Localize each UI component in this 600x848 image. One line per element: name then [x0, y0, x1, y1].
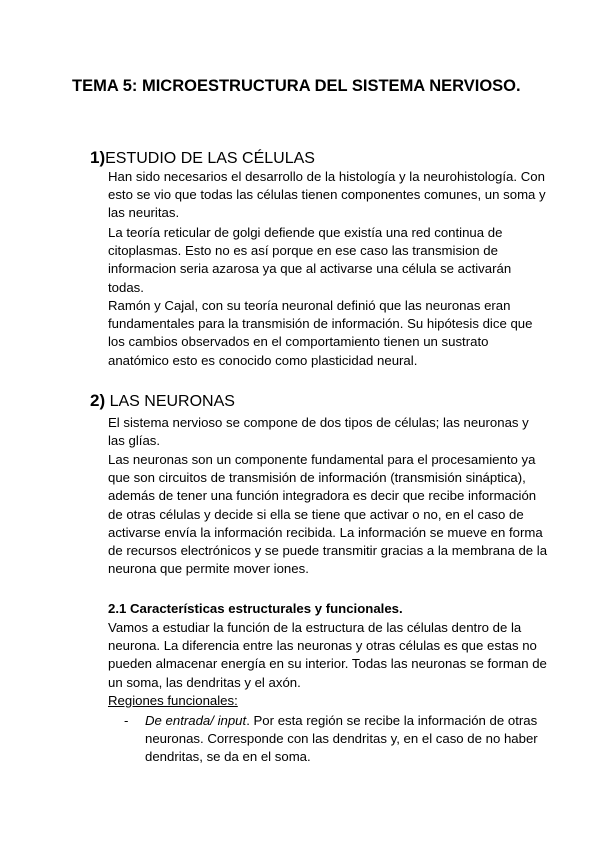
- document-title: TEMA 5: MICROESTRUCTURA DEL SISTEMA NERVIOSO.: [72, 77, 521, 95]
- section-2-number: 2): [90, 391, 106, 410]
- section-2-heading: [90, 391, 235, 412]
- bullet-marker: -: [124, 713, 129, 728]
- bullet-term: De entrada/ input: [145, 713, 247, 728]
- section-2-paragraph-3: Vamos a estudiar la función de la estructura de las células dentro de la neurona. La diferencia entre las neuronas y otras células es que estas no pueden almacenar energía en su interior. Todas las neuronas se forman de un soma, las dendritas y el axón.: [108, 620, 547, 690]
- section-2-title: LAS NEURONAS: [109, 393, 235, 410]
- section-1-paragraph-2: La teoría reticular de golgi defiende que existía una red continua de citoplasmas. Esto no es así porque en ese caso las transmision de informacion seria azarosa ya que al activarse una célula se activarán todas.: [108, 225, 512, 295]
- section-2-paragraph-2: Las neuronas son un componente fundamental para el procesamiento ya que son circuitos de transmisión de información (transmisión sináptica), además de tener una función integradora es decir que recibe información de otras células y decide si ella se tiene que activar o no, en el caso de activarse envía la información recibida. La información se mueve en forma de recursos electrónicos y se puede transmitir gracias a la membrana de la neurona que permite mover iones.: [108, 452, 548, 577]
- regions-label: Regiones funcionales:: [108, 693, 238, 708]
- section-1-number: 1): [90, 148, 106, 167]
- section-1-title: ESTUDIO DE LAS CÉLULAS: [105, 150, 315, 167]
- bullet-description: . Por esta región se recibe la información de otras neuronas. Corresponde con las dendritas y, en el caso de no haber dendritas, se da en el soma.: [145, 713, 538, 765]
- subsection-2-1-heading: 2.1 Características estructurales y funcionales.: [108, 601, 403, 616]
- bullet-item: [145, 712, 545, 767]
- section-1-paragraph-3: Ramón y Cajal, con su teoría neuronal definió que las neuronas eran fundamentales para la transmisión de información. Su hipótesis dice que los cambios observados en el comportamiento tienen un sustrato anatómico esto es conocido como plasticidad neural.: [108, 298, 533, 368]
- section-1-paragraph-1: Han sido necesarios el desarrollo de la histología y la neurohistología. Con esto se vio que todas las células tienen componentes comunes, un soma y las neuritas.: [108, 169, 546, 221]
- section-2-paragraph-1: El sistema nervioso se compone de dos tipos de células; las neuronas y las glías.: [108, 415, 529, 449]
- section-1-heading: [90, 148, 315, 169]
